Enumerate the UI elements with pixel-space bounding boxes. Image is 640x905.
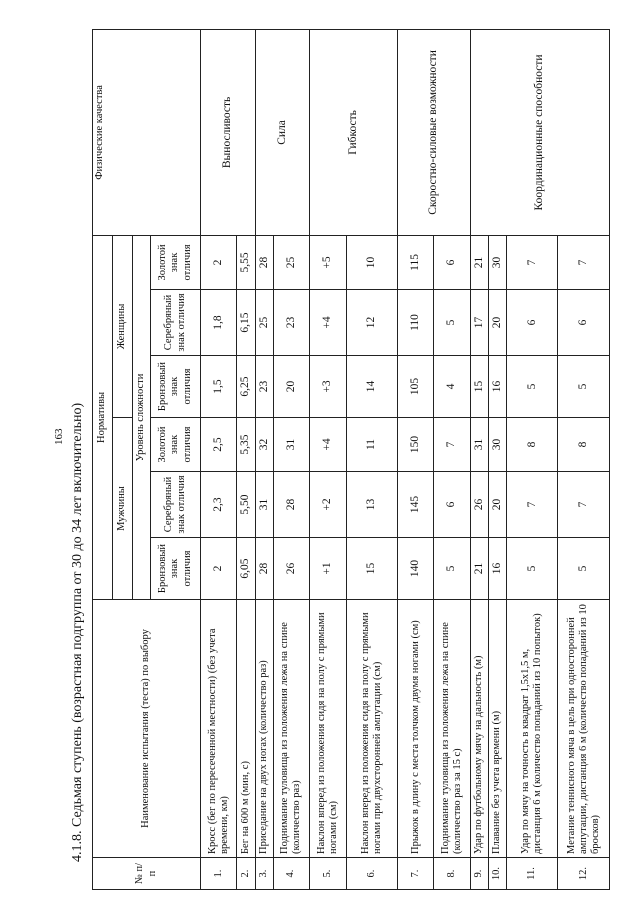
norm-value: 28 [273,472,309,538]
norm-value: 6 [434,235,470,289]
test-name: Бег на 600 м (мин, с) [237,600,255,858]
norm-value: 26 [470,472,488,538]
header-badge: Серебряный знак отличия [151,472,201,538]
norm-value: 2 [201,538,237,600]
table-row [397,29,433,889]
norm-value: 6 [558,290,610,356]
norm-value: 7 [434,418,470,472]
row-number: 1. [201,858,237,890]
norm-value: 30 [488,235,506,289]
norm-value: 11 [346,418,397,472]
page-number: 163 [53,428,65,445]
row-number: 7. [397,858,433,890]
norm-value: 13 [346,472,397,538]
norm-value: 5 [434,538,470,600]
norm-value: 20 [488,472,506,538]
norm-value: 5,55 [237,235,255,289]
norm-value: 20 [273,356,309,418]
norm-value: 2,5 [201,418,237,472]
physical-quality: Скоростно-силовые возможности [397,29,470,235]
norm-value: 15 [346,538,397,600]
norm-value: 21 [470,235,488,289]
norm-value: 2,3 [201,472,237,538]
norm-value: 115 [397,235,433,289]
norm-value: 7 [507,472,558,538]
row-number: 10. [488,858,506,890]
header-test-name: Наименование испытания (теста) по выбору [93,600,201,858]
norm-value: 7 [558,235,610,289]
physical-quality: Координационные способности [470,29,609,235]
norm-value: 15 [470,356,488,418]
test-name: Удар по мячу на точность в квадрат 1,5х1,5 м, дистанция 6 м (количество попаданий из 10 попыток) [507,600,558,858]
test-name: Метание теннисного мяча в цель при односторонней ампутации, дистанция 6 м (количество попаданий из 10 бросков) [558,600,610,858]
row-number: 4. [273,858,309,890]
row-number: 8. [434,858,470,890]
norm-value: 7 [558,472,610,538]
norm-value: 10 [346,235,397,289]
norm-value: 7 [507,235,558,289]
table-row [255,29,273,889]
norm-value: 31 [273,418,309,472]
test-name: Поднимание туловища из положения лежа на спине (количество раз) [273,600,309,858]
row-number: 6. [346,858,397,890]
norm-value: 5 [434,290,470,356]
norm-value: 5 [558,538,610,600]
test-name: Кросс (бег по пересеченной местности) (без учета времени, км) [201,600,237,858]
row-number: 12. [558,858,610,890]
test-name: Приседание на двух ногах (количество раз) [255,600,273,858]
row-number: 11. [507,858,558,890]
table-row [470,29,488,889]
norm-value: 150 [397,418,433,472]
test-name: Поднимание туловища из положения лежа на спине (количество раз за 15 с) [434,600,470,858]
physical-quality: Сила [255,29,310,235]
header-difficulty: Уровень сложности [133,235,151,599]
section-heading: 4.1.8. Седьмая ступень (возрастная подгруппа от 30 до 34 лет включительно) [70,402,85,862]
norm-value: 12 [346,290,397,356]
row-number: 5. [310,858,346,890]
physical-quality: Выносливость [201,29,256,235]
norm-value: 31 [255,472,273,538]
row-number: 9. [470,858,488,890]
header-women: Женщины [113,235,133,417]
norm-value: 14 [346,356,397,418]
test-name: Наклон вперед из положения сидя на полу с прямыми ногами (см) [310,600,346,858]
norms-table [92,29,610,890]
norm-value: 16 [488,356,506,418]
row-number: 3. [255,858,273,890]
norm-value: 16 [488,538,506,600]
norm-value: 145 [397,472,433,538]
norm-value: 5 [558,356,610,418]
table-row [201,29,237,889]
norm-value: +3 [310,356,346,418]
norm-value: 6,15 [237,290,255,356]
header-badge: Бронзовый знак отличия [151,356,201,418]
norm-value: 5 [507,538,558,600]
norm-value: 26 [273,538,309,600]
table-body [201,29,610,889]
norm-value: +2 [310,472,346,538]
header-physical-qualities: Физические качества [93,29,201,235]
norm-value: 140 [397,538,433,600]
norm-value: 20 [488,290,506,356]
physical-quality: Гибкость [310,29,398,235]
norm-value: 6 [507,290,558,356]
norm-value: 17 [470,290,488,356]
norm-value: 23 [273,290,309,356]
norm-value: 1,8 [201,290,237,356]
header-norms: Нормативы [93,235,113,599]
header-men: Мужчины [113,418,133,600]
norm-value: 110 [397,290,433,356]
row-number: 2. [237,858,255,890]
norm-value: 5,50 [237,472,255,538]
test-name: Плавание без учета времени (м) [488,600,506,858]
norm-value: 4 [434,356,470,418]
norm-value: 28 [255,235,273,289]
norm-value: 5 [507,356,558,418]
norm-value: 1,5 [201,356,237,418]
norm-value: 105 [397,356,433,418]
header-num: № п/п [93,858,201,890]
norm-value: 8 [558,418,610,472]
norm-value: 21 [470,538,488,600]
norm-value: 31 [470,418,488,472]
norm-value: +5 [310,235,346,289]
test-name: Наклон вперед из положения сидя на полу с прямыми ногами при двухсторонней ампутации (см) [346,600,397,858]
test-name: Прыжок в длину с места толчком двумя ногами (см) [397,600,433,858]
table-row [310,29,346,889]
norm-value: 28 [255,538,273,600]
norm-value: 2 [201,235,237,289]
norm-value: 8 [507,418,558,472]
header-badge: Серебряный знак отличия [151,290,201,356]
norm-value: 6,05 [237,538,255,600]
header-badge: Золотой знак отличия [151,235,201,289]
norm-value: 30 [488,418,506,472]
norm-value: 25 [273,235,309,289]
norm-value: +1 [310,538,346,600]
norm-value: +4 [310,418,346,472]
norms-table-container [92,30,610,890]
header-badge: Золотой знак отличия [151,418,201,472]
norm-value: 32 [255,418,273,472]
norm-value: 6,25 [237,356,255,418]
norm-value: 6 [434,472,470,538]
norm-value: 25 [255,290,273,356]
norm-value: 23 [255,356,273,418]
norm-value: 5,35 [237,418,255,472]
test-name: Удар по футбольному мячу на дальность (м) [470,600,488,858]
header-badge: Бронзовый знак отличия [151,538,201,600]
norm-value: +4 [310,290,346,356]
